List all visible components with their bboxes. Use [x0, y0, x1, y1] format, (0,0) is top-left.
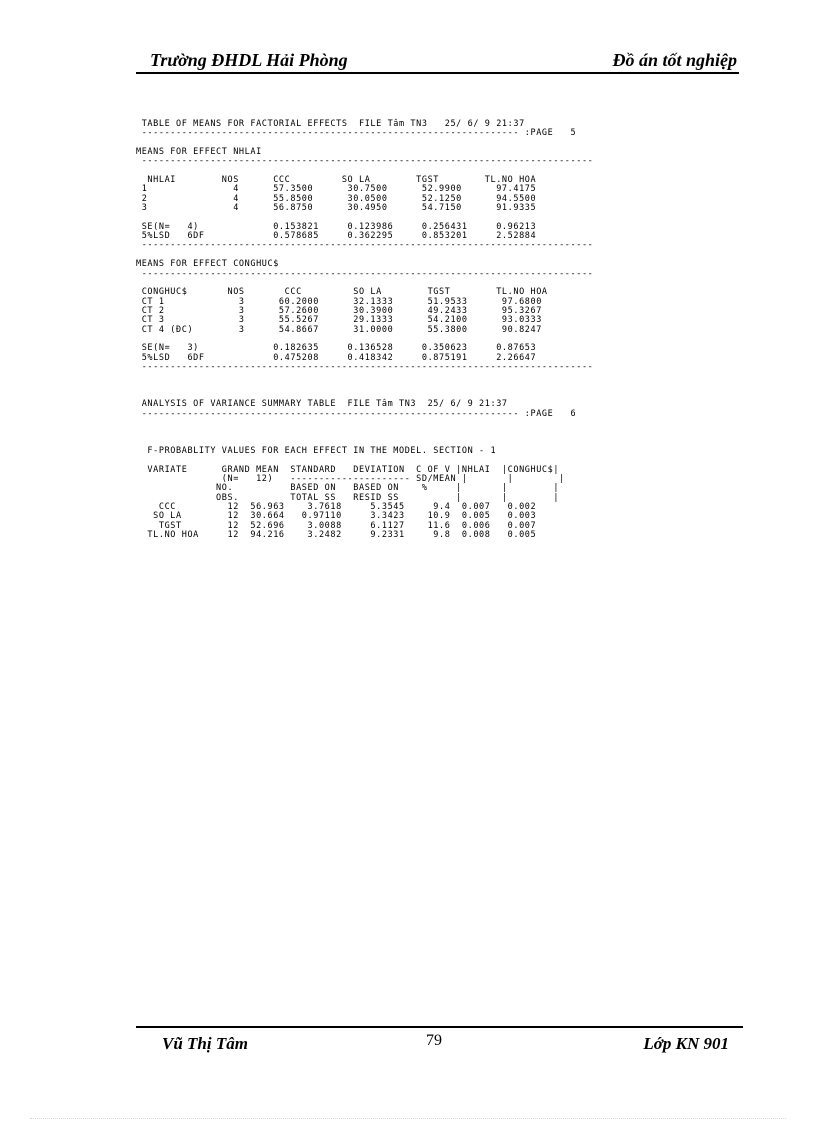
output-line: MEANS FOR EFFECT CONGHUC$: [136, 259, 279, 270]
document-title: Đồ án tốt nghiệp: [612, 50, 737, 70]
output-line: ------------------------------------------------------------------ :PAGE 5: [136, 128, 577, 139]
page-header: [136, 48, 739, 74]
output-line: MEANS FOR EFFECT NHLAI: [136, 147, 262, 158]
output-line: NHLAI NOS CCC SO LA TGST TL.NO HOA: [136, 175, 537, 186]
output-line: F-PROBABLITY VALUES FOR EACH EFFECT IN THE MODEL. SECTION - 1: [136, 446, 497, 457]
page-edge-divider: [30, 1118, 786, 1119]
output-line: -------------------------------------------------------------------------------: [136, 268, 594, 279]
output-line: 5%LSD 6DF 0.578685 0.362295 0.853201 2.52884: [136, 231, 537, 242]
output-line: CT 1 3 60.2000 32.1333 51.9533 97.6800: [136, 296, 542, 307]
output-line: -------------------------------------------------------------------------------: [136, 156, 594, 167]
output-line: SE(N= 3) 0.182635 0.136528 0.350623 0.87653: [136, 343, 537, 354]
output-line: OBS. TOTAL SS RESID SS | | |: [136, 492, 560, 503]
output-line: CT 3 3 55.5267 29.1333 54.2100 93.0333: [136, 315, 542, 326]
output-line: 5%LSD 6DF 0.475208 0.418342 0.875191 2.26647: [136, 352, 537, 363]
output-line: 2 4 55.8500 30.0500 52.1250 94.5500: [136, 193, 537, 204]
output-line: CT 4 (ĐC) 3 54.8667 31.0000 55.3800 90.8247: [136, 324, 542, 335]
school-name: Trường ĐHDL Hải Phòng: [150, 50, 348, 70]
output-line: 1 4 57.3500 30.7500 52.9900 97.4175: [136, 184, 537, 195]
output-line: VARIATE GRAND MEAN STANDARD DEVIATION C OF V |NHLAI |CONGHUC$|: [136, 464, 560, 475]
output-line: TL.NO HOA 12 94.216 3.2482 9.2331 9.8 0.008 0.005: [136, 530, 537, 541]
output-line: NO. BASED ON BASED ON % | | |: [136, 483, 560, 494]
output-line: (N= 12) --------------------- SD/MEAN | | |: [136, 474, 565, 485]
output-line: -------------------------------------------------------------------------------: [136, 361, 594, 372]
output-line: 3 4 56.8750 30.4950 54.7150 91.9335: [136, 203, 537, 214]
output-line: CONGHUC$ NOS CCC SO LA TGST TL.NO HOA: [136, 287, 548, 298]
output-line: -------------------------------------------------------------------------------: [136, 240, 594, 251]
page-footer: [136, 1026, 743, 1058]
output-line: SO LA 12 30.664 0.97110 3.3423 10.9 0.005 0.003: [136, 511, 537, 522]
output-line: ------------------------------------------------------------------ :PAGE 6: [136, 408, 577, 419]
output-line: TGST 12 52.696 3.0088 6.1127 11.6 0.006 0.007: [136, 520, 537, 531]
output-line: ANALYSIS OF VARIANCE SUMMARY TABLE FILE Tâm TN3 25/ 6/ 9 21:37: [136, 399, 508, 410]
output-line: TABLE OF MEANS FOR FACTORIAL EFFECTS FILE Tâm TN3 25/ 6/ 9 21:37: [136, 119, 525, 129]
output-line: CT 2 3 57.2600 30.3900 49.2433 95.3267: [136, 305, 542, 316]
output-line: CCC 12 56.963 3.7618 5.3545 9.4 0.007 0.002: [136, 502, 537, 513]
output-line: SE(N= 4) 0.153821 0.123986 0.256431 0.96213: [136, 221, 537, 232]
statistical-output: [136, 120, 593, 540]
class-name: Lớp KN 901: [643, 1034, 729, 1053]
author-name: Vũ Thị Tâm: [162, 1034, 248, 1053]
page-number: 79: [426, 1032, 442, 1049]
